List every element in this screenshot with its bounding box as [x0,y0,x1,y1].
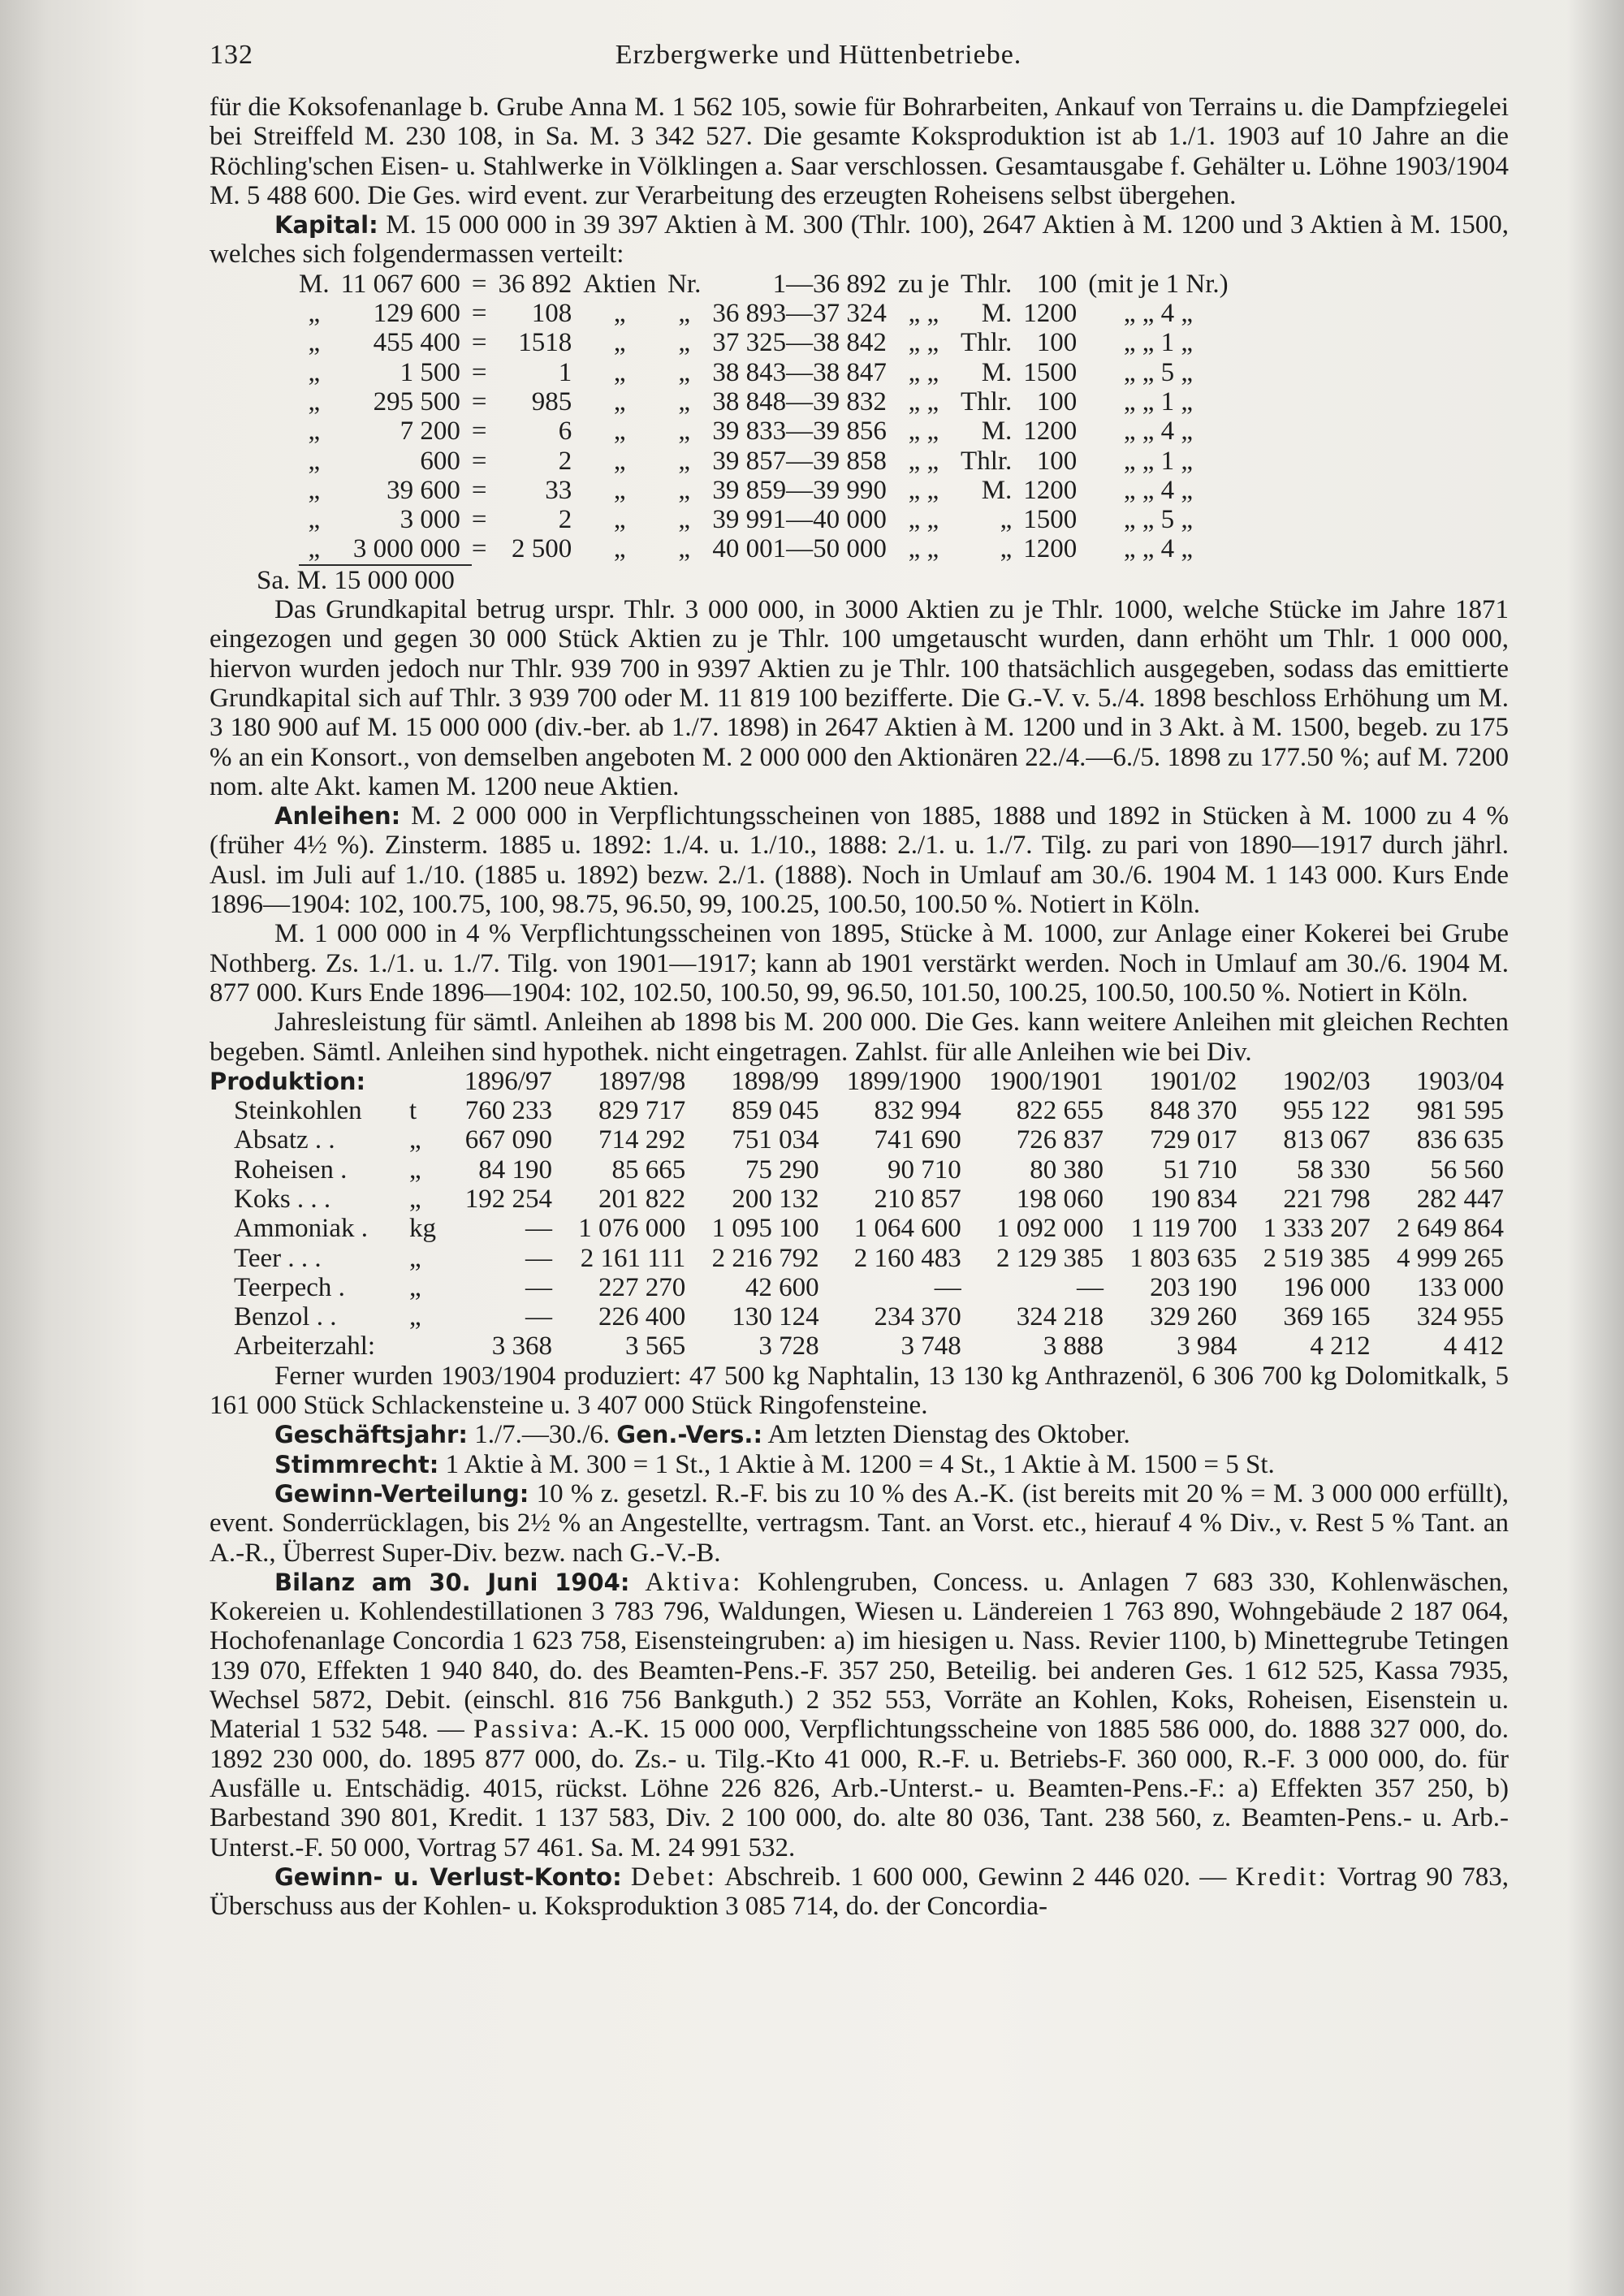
capital-cell-tail: „ „ 1 „ [1123,328,1194,358]
production-value: 2 129 385 [996,1243,1104,1273]
capital-cell-nr: „ [678,416,691,447]
capital-cell-zu: „ „ [908,386,939,416]
geschaeftsjahr-text: 1./7.—30./6. [474,1420,611,1450]
capital-row [299,505,1240,534]
production-year-header: 1897/98 [598,1066,686,1096]
produktion-label: Produktion: [209,1067,366,1095]
production-value: 741 690 [874,1125,961,1155]
bilanz-paragraph [209,1568,1509,1862]
production-value: 84 190 [478,1154,552,1185]
capital-cell-amount: 295 500 [373,386,460,416]
bilanz-label: Bilanz am 30. Juni 1904: [274,1568,630,1596]
production-row [209,1244,1509,1273]
production-value: 3 984 [1177,1331,1237,1362]
production-item-unit: „ [409,1272,421,1302]
capital-row [299,534,1240,564]
capital-cell-tail: „ „ 1 „ [1123,446,1194,476]
production-item-unit: t [409,1096,417,1126]
production-value: 200 132 [732,1184,819,1214]
capital-cell-nr: „ [678,299,691,329]
capital-cell-range: 38 848—39 832 [712,386,887,416]
production-value: 58 330 [1296,1154,1371,1185]
production-value: 832 994 [874,1096,961,1126]
capital-cell-count: 2 500 [512,534,572,564]
gewinn-verteilung-paragraph [209,1479,1509,1568]
capital-row [299,416,1240,446]
kredit-text: Vortrag 90 783, Überschuss aus der Kohlen- u. Koksproduktion 3 085 714, do. der Concordia- [209,1862,1510,1922]
capital-cell-tail: „ „ 4 „ [1123,299,1194,329]
production-value: 822 655 [1016,1096,1104,1126]
stimmrecht-label: Stimmrecht: [274,1450,439,1478]
production-header-row [209,1067,1509,1096]
capital-cell-tail: „ „ 4 „ [1123,416,1194,447]
capital-cell-zu: „ „ [908,446,939,476]
page-content [209,41,1509,1921]
capital-cell-range: 39 859—39 990 [712,475,887,505]
gewinn-verlust-label: Gewinn- u. Verlust-Konto: [274,1862,622,1891]
capital-cell-val: 100 [1036,328,1078,358]
capital-cell-word: „ [613,386,626,416]
kapital-label: Kapital: [274,211,378,240]
production-row [209,1155,1509,1185]
capital-cell-cur: M. [981,416,1013,447]
anleihen-text-1: M. 2 000 000 in Verpflichtungsscheinen von 1885, 1888 und 1892 in Stücken à M. 1000 zu 4 % (früher 4½ %). Zinsterm. 1885 u. 1892: 1./4. u. 1./10., 1888: 2./1. u. 1./7. Tilg. zu pari von 1890—1917 durch jährl. Ausl. im Juli auf 1./10. (1885 u. 1892) bezw. 2./1. (1888). Noch in Umlauf am 30./6. 1904 M. 1 143 000. Kurs Ende 1896—1904: 102, 100.75, 100, 98.75, 96.50, 99, 100.25, 100.50, 100.50 %. Notiert in Köln. [209,801,1509,920]
capital-cell-nr: „ [678,534,691,564]
capital-cell-zu: „ „ [908,505,939,535]
capital-cell-prefix: „ [308,386,321,416]
capital-cell-prefix: „ [308,446,321,476]
capital-cell-amount: 3 000 000 [341,534,472,564]
capital-cell-tail: „ „ 5 „ [1123,505,1194,535]
production-value: 324 955 [1416,1302,1504,1332]
production-value: 190 834 [1150,1184,1237,1214]
production-value: 221 798 [1283,1184,1371,1214]
kredit-label: Kredit: [1235,1862,1328,1892]
production-value: 1 119 700 [1130,1214,1237,1244]
capital-row [299,447,1240,476]
capital-cell-range: 37 325—38 842 [712,328,887,358]
capital-cell-prefix: „ [308,416,321,447]
production-value: 227 270 [598,1272,686,1302]
capital-cell-prefix: „ [308,299,321,329]
capital-cell-val: 1200 [1023,416,1078,447]
production-value: — [525,1243,552,1273]
capital-cell-word: „ [613,299,626,329]
production-value: 726 837 [1016,1125,1104,1155]
production-value: 198 060 [1016,1184,1104,1214]
grundkapital-paragraph: Das Grundkapital betrug urspr. Thlr. 3 000 000, in 3000 Aktien zu je Thlr. 1000, welche Stücke im Jahre 1871 eingezogen und gegen 30 000 Stück Aktien zu je Thlr. 100 umgetauscht wurden, dann erhöht um Thlr. 1 000 000, hiervon wurden jedoch nur Thlr. 939 700 in 9397 Aktien zu je Thlr. 100 thatsächlich ausgegeben, sodass das emittierte Grundkapital sich auf Thlr. 3 939 700 oder M. 11 819 100 bezifferte. Die G.-V. v. 5./4. 1898 beschloss Erhöhung um M. 3 180 900 auf M. 15 000 000 (div.-ber. ab 1./7. 1898) in 2647 Aktien à M. 1200 und in 3 Akt. à M. 1500, begeb. zu 175 % an ein Konsort., von demselben angeboten M. 2 000 000 den Aktionären 22./4.—6./5. 1898 zu 177.50 %; auf M. 7200 nom. alte Akt. kamen M. 1200 neue Aktien. [209,595,1509,801]
capital-cell-word: „ [613,357,626,387]
capital-cell-nr: „ [678,475,691,505]
capital-cell-nr: „ [678,505,691,535]
production-row [209,1125,1509,1154]
capital-cell-amount: 129 600 [373,299,460,329]
capital-cell-eq: = [471,416,487,447]
capital-cell-cur: „ [1000,505,1013,535]
capital-cell-prefix: „ [308,357,321,387]
ferner-paragraph: Ferner wurden 1903/1904 produziert: 47 500 kg Naphtalin, 13 130 kg Anthrazenöl, 6 306 700 kg Dolomitkalk, 5 161 000 Stück Schlackensteine u. 3 407 000 Stück Ringofensteine. [209,1361,1509,1421]
production-year-header: 1896/97 [464,1066,552,1096]
production-item-unit: „ [409,1154,421,1185]
production-value: 2 649 864 [1397,1214,1504,1244]
production-item-name: Teer . . . [234,1243,322,1273]
capital-cell-eq: = [471,357,487,387]
capital-cell-nr: „ [678,357,691,387]
capital-cell-prefix: „ [308,328,321,358]
page-header [209,41,1509,93]
gewinn-verteilung-label: Gewinn-Verteilung: [274,1479,529,1508]
production-value: 282 447 [1416,1184,1504,1214]
production-value: 1 803 635 [1129,1243,1237,1273]
production-year-header: 1901/02 [1149,1066,1237,1096]
capital-cell-val: 100 [1036,269,1078,299]
capital-cell-count: 6 [558,416,572,447]
production-value: 848 370 [1150,1096,1237,1126]
capital-cell-range: 36 893—37 324 [712,299,887,329]
production-value: 2 160 483 [853,1243,961,1273]
capital-row [299,387,1240,416]
production-value: 714 292 [598,1125,686,1155]
production-value: 813 067 [1283,1125,1371,1155]
capital-cell-val: 100 [1036,386,1078,416]
passiva-text: A.-K. 15 000 000, Verpflichtungsscheine von 1885 586 000, do. 1888 327 000, do. 1892 230 000, do. 1895 877 000, do. Zs.- u. Tilg.-Kto 41 000, R.-F. u. Betriebs-F. 360 000, R.-F. 3 000 000, do. für Ausfälle u. Entschädig. 4015, rückst. Löhne 226 826, Arb.-Unterst.- u. Beamten-Pens.-F.: a) Effekten 357 250, b) Barbestand 390 801, Kredit. 1 137 583, Div. 2 100 000, do. alte 80 036, Tant. 238 560, z. Beamten-Pens.- u. Arb.-Unterst.-F. 50 000, Vortrag 57 461. Sa. M. 24 991 532. [209,1715,1510,1862]
capital-cell-cur: Thlr. [961,386,1013,416]
production-value: 760 233 [464,1096,552,1126]
capital-cell-zu: zu je [897,269,950,299]
capital-cell-range: 40 001—50 000 [712,534,887,564]
capital-cell-nr: Nr. [667,269,702,299]
geschaeftsjahr-label: Geschäftsjahr: [274,1421,468,1449]
production-value: 192 254 [464,1184,552,1214]
production-item-unit: „ [409,1243,421,1273]
capital-cell-word: „ [613,534,626,564]
capital-cell-nr: „ [678,328,691,358]
capital-cell-count: 985 [531,386,572,416]
production-value: 2 519 385 [1263,1243,1371,1273]
production-row [209,1331,1509,1361]
capital-cell-range: 38 843—38 847 [712,357,887,387]
capital-row [299,328,1240,357]
capital-cell-count: 2 [558,446,572,476]
capital-cell-cur: M. [981,475,1013,505]
production-year-header: 1898/99 [731,1066,819,1096]
capital-cell-cur: M. [981,299,1013,329]
production-year-header: 1900/1901 [988,1066,1104,1096]
production-value: 85 665 [611,1154,686,1185]
capital-cell-word: „ [613,475,626,505]
running-title: Erzbergwerke und Hüttenbetriebe. [615,40,1022,70]
production-row [209,1302,1509,1331]
capital-cell-prefix: „ [308,475,321,505]
capital-cell-cur: M. [981,357,1013,387]
production-year-header: 1902/03 [1282,1066,1371,1096]
capital-cell-prefix: „ [299,534,341,564]
capital-cell-amount: 11 067 600 [340,269,460,299]
production-row [209,1273,1509,1302]
capital-cell-range: 39 991—40 000 [712,505,887,535]
capital-cell-amount: 39 600 [387,475,460,505]
production-value: 3 748 [901,1331,961,1362]
production-value: 3 368 [491,1331,552,1362]
production-item-name: Absatz . . [234,1125,335,1155]
production-value: 1 092 000 [996,1214,1104,1244]
capital-cell-count: 1518 [518,328,572,358]
capital-cell-eq: = [471,299,487,329]
capital-cell-eq: = [471,269,487,299]
capital-cell-zu: „ „ [908,475,939,505]
genvers-text: Am letzten Dienstag des Oktober. [767,1420,1130,1450]
capital-row [299,299,1240,328]
capital-cell-tail: (mit je 1 Nr.) [1088,269,1229,299]
production-value: 4 212 [1310,1331,1371,1362]
capital-cell-count: 1 [558,357,572,387]
production-value: 201 822 [598,1184,686,1214]
capital-cell-cur: Thlr. [961,328,1013,358]
capital-cell-word: „ [613,446,626,476]
production-value: 226 400 [598,1302,686,1332]
production-value: 981 595 [1416,1096,1504,1126]
production-value: — [525,1214,552,1244]
production-value: 751 034 [732,1125,819,1155]
production-item-unit [409,1331,447,1361]
capital-cell-val: 1500 [1023,357,1078,387]
production-value: 196 000 [1283,1272,1371,1302]
capital-cell-val: 100 [1036,446,1078,476]
capital-cell-tail: „ „ 4 „ [1123,534,1194,564]
capital-cell-tail: „ „ 4 „ [1123,475,1194,505]
production-value: 4 999 265 [1397,1243,1504,1273]
capital-cell-val: 1200 [1023,475,1078,505]
production-value: 1 076 000 [578,1214,686,1244]
production-value: 90 710 [888,1154,961,1185]
capital-cell-cur: Thlr. [961,446,1013,476]
capital-cell-eq: = [471,505,487,535]
debet-text: Abschreib. 1 600 000, Gewinn 2 446 020. — [724,1862,1227,1892]
production-value: 3 565 [625,1331,686,1362]
anleihen-paragraph-3: Jahresleistung für sämtl. Anleihen ab 1898 bis M. 200 000. Die Ges. kann weitere Anleihen mit gleichen Rechten begeben. Sämtl. Anleihen sind hypothek. nicht eingetragen. Zahlst. für alle Anleihen wie bei Div. [209,1008,1509,1067]
production-value: 133 000 [1416,1272,1504,1302]
page-number: 132 [209,40,253,70]
capital-cell-word: Aktien [583,269,657,299]
capital-cell-zu: „ „ [908,328,939,358]
capital-cell-eq: = [471,446,487,476]
capital-cell-word: „ [613,328,626,358]
capital-cell-zu: „ „ [908,299,939,329]
production-value: 56 560 [1430,1154,1504,1185]
production-item-name: Roheisen . [234,1154,348,1185]
geschaeftsjahr-line [209,1420,1509,1449]
capital-total: Sa. M. 15 000 000 [257,565,455,595]
passiva-label: Passiva: [473,1715,581,1745]
capital-cell-eq: = [471,475,487,505]
production-value: — [934,1272,961,1302]
production-item-name: Benzol . . [234,1302,337,1332]
capital-row [299,358,1240,387]
production-value: 667 090 [464,1125,552,1155]
production-value: 4 412 [1443,1331,1504,1362]
production-value: 324 218 [1016,1302,1104,1332]
capital-cell-zu: „ „ [908,534,939,564]
production-item-name: Koks . . . [234,1184,331,1214]
production-value: 51 710 [1163,1154,1237,1185]
production-item-unit: „ [409,1302,421,1332]
production-item-name: Steinkohlen [234,1096,362,1126]
capital-cell-word: „ [613,416,626,447]
capital-cell-val: 1500 [1023,505,1078,535]
kapital-text: M. 15 000 000 in 39 397 Aktien à M. 300 (Thlr. 100), 2647 Aktien à M. 1200 und 3 Aktien à M. 1500, welches sich folgendermassen verteilt: [209,210,1509,270]
capital-cell-prefix: M. [299,269,330,299]
capital-cell-count: 108 [531,299,572,329]
capital-cell-zu: „ „ [908,357,939,387]
production-value: 130 124 [732,1302,819,1332]
capital-cell-val: 1200 [1023,534,1078,564]
production-value: 75 290 [745,1154,819,1185]
production-value: — [525,1272,552,1302]
production-value: 1 095 100 [711,1214,819,1244]
production-value: 729 017 [1150,1125,1237,1155]
stimmrecht-text: 1 Aktie à M. 300 = 1 St., 1 Aktie à M. 1200 = 4 St., 1 Aktie à M. 1500 = 5 St. [445,1449,1275,1479]
gewinn-verteilung-text: 10 % z. gesetzl. R.-F. bis zu 10 % des A.-K. (ist bereits mit 20 % = M. 3 000 000 erfüllt), event. Sonderrücklagen, bis 2½ % an Angestellte, vertragsm. Tant. an Vorst. etc., hierauf 4 % Div., v. Rest 5 % Tant. an A.-R., Überrest Super-Div. bezw. nach G.-V.-B. [209,1478,1510,1568]
production-row [209,1185,1509,1214]
capital-cell-val: 1200 [1023,299,1078,329]
production-value: 210 857 [874,1184,961,1214]
capital-cell-word: „ [613,505,626,535]
production-item-unit: „ [409,1125,421,1155]
debet-label: Debet: [630,1862,717,1892]
capital-cell-cur: Thlr. [961,269,1013,299]
production-item-name: Arbeiterzahl: [234,1331,376,1362]
capital-cell-amount: 7 200 [400,416,460,447]
production-value: 2 216 792 [711,1243,819,1273]
production-value: 42 600 [745,1272,819,1302]
capital-cell-nr: „ [678,446,691,476]
capital-cell-amount: 600 [420,446,460,476]
capital-cell-amount: 1 500 [400,357,460,387]
capital-cell-count: 2 [558,505,572,535]
capital-row [299,270,1240,299]
kapital-paragraph [209,210,1509,270]
capital-cell-range: 39 833—39 856 [712,416,887,447]
genvers-label: Gen.-Vers.: [616,1421,763,1449]
production-value: 1 064 600 [853,1214,961,1244]
capital-cell-cur: „ [1000,534,1013,564]
capital-cell-amount: 3 000 [400,505,460,535]
capital-cell-eq: = [471,328,487,358]
production-value: 3 728 [758,1331,819,1362]
stimmrecht-line [209,1450,1509,1479]
anleihen-paragraph-2: M. 1 000 000 in 4 % Verpflichtungsscheinen von 1895, Stücke à M. 1000, zur Anlage einer Kokerei bei Grube Nothberg. Zs. 1./1. u. 1./7. Tilg. von 1901—1917; kann ab 1901 verstärkt werden. Noch in Umlauf am 30./6. 1904 M. 877 000. Kurs Ende 1896—1904: 102, 102.50, 100.50, 99, 96.50, 101.50, 100.25, 100.50, 100.50 %. Notiert in Köln. [209,919,1509,1008]
capital-cell-tail: „ „ 1 „ [1123,386,1194,416]
production-value: 859 045 [732,1096,819,1126]
intro-paragraph: für die Koksofenanlage b. Grube Anna M. 1 562 105, sowie für Bohrarbeiten, Ankauf von Terrains u. die Dampfziegelei bei Streiffeld M. 230 108, in Sa. M. 3 342 527. Die gesamte Koksproduktion ist ab 1./1. 1903 auf 10 Jahre an die Röchling'schen Eisen- u. Stahlwerke in Völklingen a. Saar verschlossen. Gesamtausgabe f. Gehälter u. Löhne 1903/1904 M. 5 488 600. Die Ges. wird event. zur Verarbeitung des erzeugten Roheisens selbst übergehen. [209,93,1509,210]
production-value: 955 122 [1283,1096,1371,1126]
production-table [209,1067,1509,1362]
production-value: 3 888 [1043,1331,1104,1362]
production-value: 234 370 [874,1302,961,1332]
production-value: 2 161 111 [580,1243,686,1273]
production-value: — [525,1302,552,1332]
capital-cell-zu: „ „ [908,416,939,447]
capital-cell-range: 1—36 892 [772,269,887,299]
capital-cell-prefix: „ [308,505,321,535]
production-value: 1 333 207 [1263,1214,1371,1244]
capital-distribution-table [299,270,1240,566]
production-row [209,1096,1509,1125]
capital-cell-count: 33 [545,475,572,505]
production-row [209,1214,1509,1243]
production-item-unit: kg [409,1214,436,1244]
capital-cell-eq: = [471,534,487,564]
anleihen-paragraph-1 [209,801,1509,919]
gewinn-verlust-paragraph [209,1862,1509,1922]
production-item-name: Teerpech . [234,1272,345,1302]
production-year-header: 1899/1900 [846,1066,961,1096]
capital-cell-eq: = [471,386,487,416]
production-value: 80 380 [1030,1154,1104,1185]
production-value: 329 260 [1150,1302,1237,1332]
aktiva-text: Kohlengruben, Concess. u. Anlagen 7 683 330, Kohlenwäschen, Kokereien u. Kohlendestillationen 3 783 796, Waldungen, Wiesen u. Ländereien 1 763 890, Wohngebäude 2 187 064, Hochofenanlage Concordia 1 623 758, Eisensteingruben: a) im hiesigen u. Nass. Revier 1100, b) Minettegrube Tetingen 139 070, Effekten 1 940 840, do. des Beamten-Pens.-F. 357 250, Beteilig. bei anderen Ges. 1 612 525, Kassa 7935, Wechsel 5872, Debit. (einschl. 816 756 Bankguth.) 2 352 553, Vorräte an Kohlen, Koks, Roheisen, Eisenstein u. Material 1 532 548. — [209,1567,1510,1745]
production-item-name: Ammoniak . [234,1214,368,1244]
production-year-header: 1903/04 [1415,1066,1504,1096]
production-value: 836 635 [1416,1125,1504,1155]
page-edge-shadow [1567,0,1624,2296]
capital-row [299,476,1240,505]
production-value: 203 190 [1150,1272,1237,1302]
production-value: — [1077,1272,1104,1302]
capital-cell-amount: 455 400 [373,328,460,358]
capital-cell-tail: „ „ 5 „ [1123,357,1194,387]
capital-cell-nr: „ [678,386,691,416]
aktiva-label: Aktiva: [645,1567,743,1597]
production-value: 829 717 [598,1096,686,1126]
production-value: 369 165 [1283,1302,1371,1332]
anleihen-label: Anleihen: [274,802,401,831]
capital-cell-range: 39 857—39 858 [712,446,887,476]
production-item-unit: „ [409,1184,421,1214]
capital-cell-count: 36 892 [498,269,572,299]
